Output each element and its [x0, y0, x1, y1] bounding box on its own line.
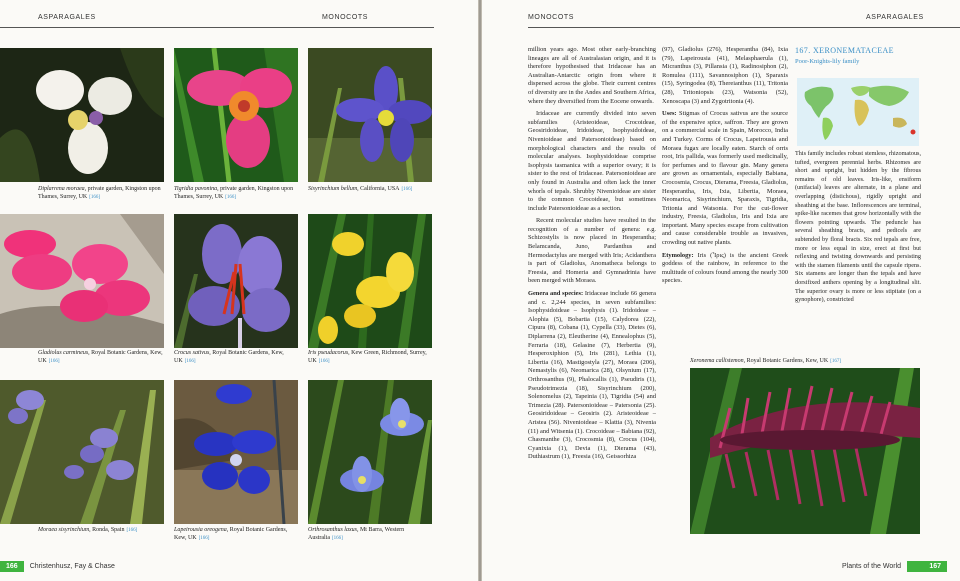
caption-1: Diplarrena moraea, private garden, Kingston upon Thames, Surrey, UK [166]	[38, 186, 161, 200]
right-footer	[842, 559, 947, 573]
header-rule	[0, 27, 434, 28]
photo-diplarrena-moraea	[0, 48, 164, 182]
left-footer	[0, 559, 115, 573]
left-page	[0, 0, 478, 581]
photo-orthrosanthus-laxus	[308, 380, 432, 524]
photo-iris-pseudacorus	[308, 214, 432, 348]
running-header-right: ASPARAGALES	[866, 14, 924, 21]
page-number: 167	[907, 561, 947, 572]
page-number: 166	[0, 561, 24, 572]
caption-xeronema: Xeronema callistemon, Royal Botanic Gardens, Kew, UK [167]	[690, 358, 842, 364]
text-column-1: million years ago. Most other early-branching lineages are all of Australasian origin, and it is therefore hypothesised that Iridaceae has an Australian-Antarctic origin from where it dispersed across the globe. Their current centres of diversity are in the Andes and Southern Africa, where they diversified from the Eocene onwards. Iridaceae are currently divided into seven subfamilies (Aristeoideae, Crocoideae, Geosiridoideae, Iridoideae, Isophysidoideae, Nivenioideae and Patersonioideae) based on morphological characters and the results of molecular analyses. Isophysidoideae comprise Isophysis tasmanica with a superior ovary; it is sister to the rest of Iridaceae. Patersonioideae are only found in Australia and often lack the inner whorls of tepals. Shrubby Nivenioideae are sister to the common Crocoideae, but sometimes include Patersonioideae as a section. Recent molecular studies have resulted in the recognition of a number of genera: e.g. Schizostylis is now placed in Hesperantha; Belamcanda, Juno, Pardanthus and Hermodactylus are merged with Iris; Acidanthera is part of Gladiolus, Anomatheca belongs to Freesia, and Homeria and Gymnadrinia have been merged with Moraea. Genera and species: Iridaceae include 66 genera and c. 2,244 species, in seven subfamilies: Isophysidoideae – Isophysis (1). Iridoideae – Alophia (5), Bobartia (15), Calydorea (22), Cipura (8), Cobana (1), Cypella (33), Dietes (6), Diplarrena (2), Eleutherine (4), Ennealophus (5), Ferraria (18), Gelasine (7), Herbertia (9), Hesperoxiphion (5), Iris (281), Lethia (1), Libertia (16), Mastigostyla (27), Moraea (206), Nemastylis (6), Neomarica (28), Olsynium (17), Orthrosanthus (9), Phalocallis (1), Pseudiris (1), Pseudotrimezia (18), Sisyrinchium (200), Solenomelus (2), Tapeinia (1), Tigridia (54) and Trimezia (28). Patersonioideae – Patersonia (25). Geosiridoideae – Geosiris (2). Aristeoideae – Aristea (56). Nivenioideae – Klattia (3), Nivenia (11) and Witsenia (1). Crocoideae – Babiana (92), Chasmanthe (3), Crocosmia (8), Crocus (104), Cyanixia (1), Devia (1), Dierama (43), Duthiastrum (1), Freesia (16), Geissorhiza	[528, 46, 656, 461]
header-rule	[528, 27, 960, 28]
photo-lapeirousia-oreogena	[174, 380, 298, 524]
caption-3: Sisyrinchium bellum, California, USA [166]	[308, 186, 413, 192]
text-column-3: This family includes robust stemless, rhizomatous, tufted, evergreen perennial herbs. Rhizomes are short and upright, but hidden by the fibrous remains of old leaves. Iris-like, ensiform (unifacial) leaves are alternate, in a plane and overlapping (distichous), rigidly upright and sheathing at the base. Inflorescences are terminal, spike-like racemes that grow horizontally with the flowers pointing upwards. The peduncle has several sheathing bracts, and pedicels are subtended by floral bracts. Six red tepals are free, more or less equal in size, erect at first but reflexing and twisting downwards and persisting with the stamen filaments until the capsule ripens. Six stamens are longer than the tepals and have dorsifixed anthers opening by a longitudinal slit. The superior ovary is more or less stipitate (on a gynophore), constricted	[795, 150, 921, 304]
running-header-right: MONOCOTS	[322, 14, 369, 21]
running-header-left: ASPARAGALES	[38, 14, 96, 21]
caption-5: Crocus sativus, Royal Botanic Gardens, Kew, UK [166]	[174, 350, 284, 364]
photo-sisyrinchium-bellum	[308, 48, 432, 182]
footer-text: Christenhusz, Fay & Chase	[29, 562, 115, 570]
running-header-left: MONOCOTS	[528, 14, 575, 21]
family-common-name: Poor-Knights-lily family	[795, 58, 860, 65]
photo-gladiolus-carmineus	[0, 214, 164, 348]
caption-9: Orthrosanthus laxus, Mt Barra, Western Australia [166]	[308, 527, 405, 541]
footer-text: Plants of the World	[842, 562, 902, 570]
caption-2: Tigridia pavonina, private garden, Kingston upon Thames, Surrey, UK [166]	[174, 186, 294, 200]
photo-crocus-sativus	[174, 214, 298, 348]
caption-4: Gladiolus carmineus, Royal Botanic Gardens, Kew, UK [166]	[38, 350, 163, 364]
family-heading	[795, 46, 923, 65]
caption-6: Iris pseudacorus, Kew Green, Richmond, Surrey, UK [166]	[308, 350, 427, 364]
caption-8: Lapeirousia oreogena, Royal Botanic Gardens, Kew, UK [166]	[174, 527, 288, 541]
photo-xeronema-callistemon	[690, 368, 920, 534]
photo-moraea-sisyrinchium	[0, 380, 164, 524]
caption-7: Moraea sisyrinchium, Ronda, Spain [166]	[38, 527, 138, 533]
family-name: 167. XERONEMATACEAE	[795, 46, 894, 55]
text-column-2: (97), Gladiolus (276), Hesperantha (84), Ixia (79), Lapeirousia (41), Melasphaerula (1), Micranthus (3), Pillansia (1), Radinosiphon (2), Romulea (111), Savannosiphon (1), Sparaxis (15), Syringodea (8), Thereianthus (11), Tritonia (28), Tritoniopsis (23), Watsonia (52), Xenoscapa (3) and Zygotritonia (4). Uses: Stigmas of Crocus sativus are the source of the expensive spice, saffron. They are grown on a commercial scale in Spain, Morocco, India and Turkey. Corms of Crocus, Lapeirousia and Moraea fugax are locally eaten. Starch of orris root, Iris pallida, was formerly used medicinally, for perfumes and to flavour gin. Many genera are grown as ornamentals, especially Babiana, Crocosmia, Crocus, Dierama, Freesia, Gladiolus, Hesperantha, Iris, Ixia, Libertia, Moraea, Neomarica, Sisyrinchium, Sparaxis, Tigridia, Tritonia and Watsonia. For the cut-flower industry, Freesia, Gladiolus, Iris and Ixia are important. Many species escape from cultivation and cause considerable trouble as invasives, crowding out native plants. Etymology: Iris (Ἶρις) is the ancient Greek goddess of the rainbow, in reference to the multitude of colours found among the nearly 300 species.	[662, 46, 788, 285]
photo-tigridia-pavonina	[174, 48, 298, 182]
distribution-map	[797, 78, 919, 146]
